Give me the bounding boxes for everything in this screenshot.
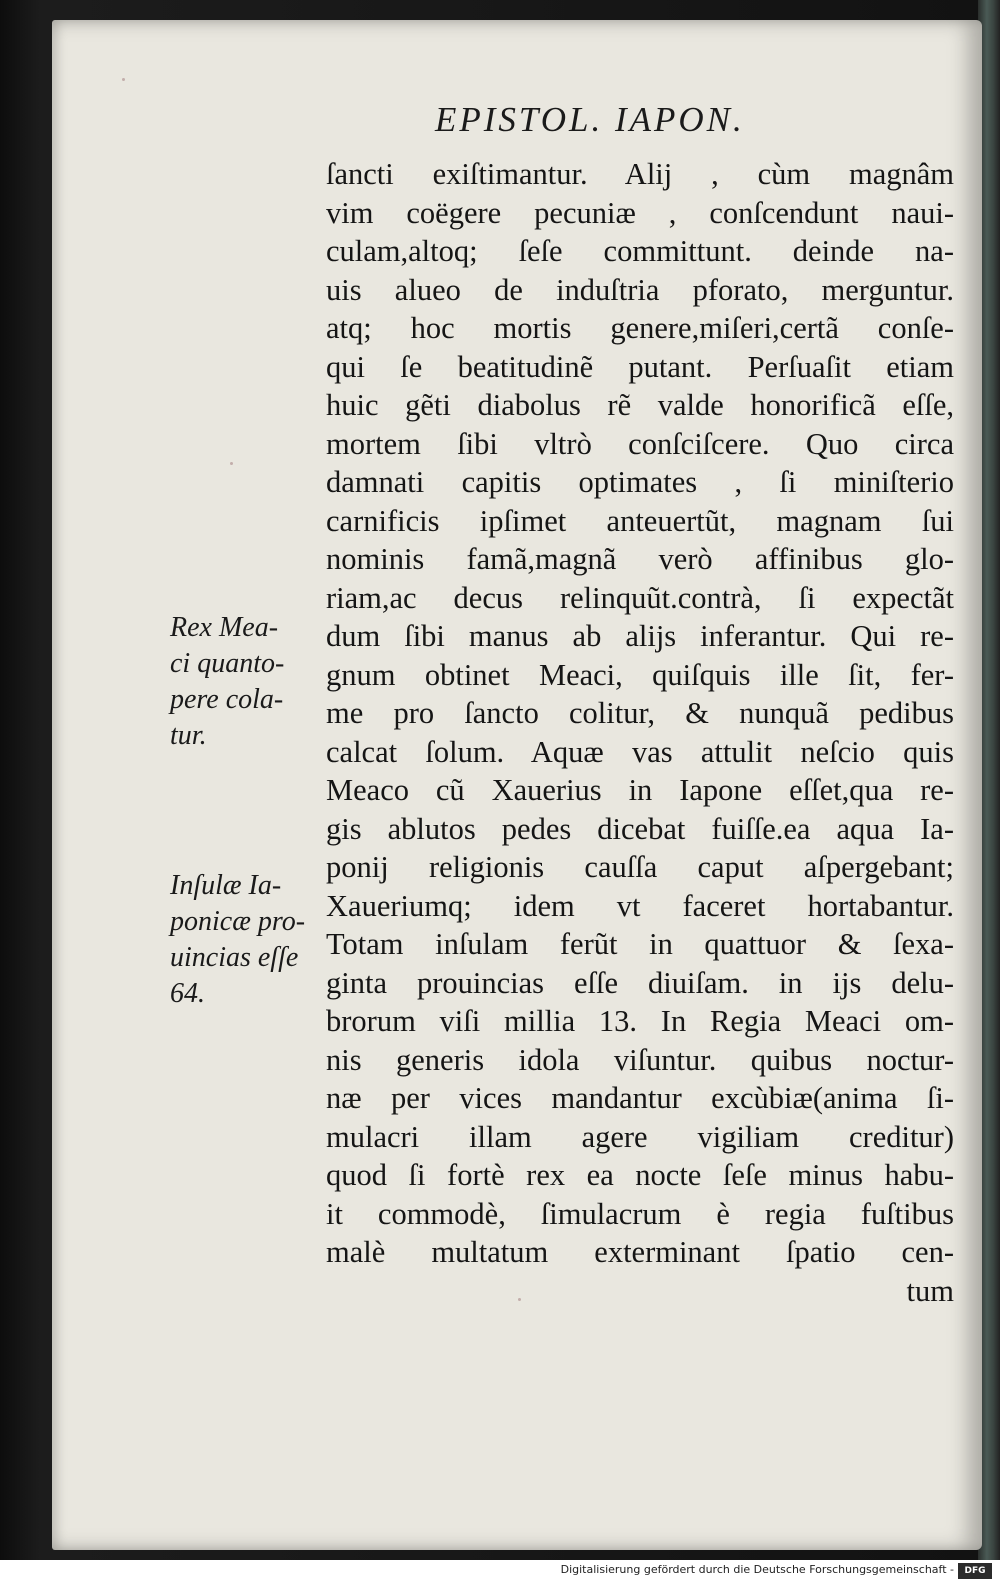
text-line: atq; hoc mortis genere,miſeri,certã conſe- [326, 311, 954, 345]
text-line: dum ſibi manus ab alijs inferantur. Qui re- [326, 619, 954, 653]
margin-note-provinces [170, 868, 320, 1012]
text-line: mortem ſibi vltrò conſciſcere. Quo circa [326, 426, 954, 461]
margin-note-line: uincias eſſe [170, 942, 299, 973]
text-line: quod ſi fortè rex ea nocte ſeſe minus habu- [326, 1158, 954, 1192]
margin-note-line: 64. [170, 978, 205, 1009]
text-line: næ per vices mandantur excùbiæ(anima ſi- [326, 1081, 954, 1115]
margin-note-line: pere cola- [170, 684, 284, 715]
running-head: EPISTOL. IAPON. [435, 100, 745, 139]
text-line: carnificis ipſimet anteuertũt, magnam ſui [326, 503, 954, 538]
paper-speck [122, 78, 125, 81]
paper-speck [230, 462, 233, 465]
text-line: brorum viſi millia 13. In Regia Meaci om- [326, 1004, 954, 1038]
text-line: culam,altoq; ſeſe committunt. deinde na- [326, 234, 954, 268]
text-line: malè multatum exterminant ſpatio cen- [326, 1235, 954, 1269]
text-line: Meaco cũ Xauerius in Iapone eſſet,qua re- [326, 773, 954, 807]
text-line: ginta prouincias eſſe diuiſam. in ijs delu- [326, 965, 954, 1000]
margin-note-line: Rex Mea- [170, 612, 279, 643]
text-line: qui ſe beatitudinẽ putant. Perſuaſit etiam [326, 349, 954, 384]
margin-note-line: ponicæ pro- [170, 906, 306, 937]
text-line: ſancti exiſtimantur. Alij , cùm magnâm [326, 157, 954, 191]
text-line: ponij religionis cauſſa caput aſpergebant; [326, 850, 954, 884]
text-line: huic gẽti diabolus rẽ valde honorificã eſſe, [326, 388, 954, 422]
margin-note-line: tur. [170, 720, 207, 751]
margin-note-line: Inſulæ Ia- [170, 870, 282, 901]
dfg-logo-icon: DFG [958, 1563, 992, 1579]
text-line: vim coëgere pecuniæ , conſcendunt naui- [326, 195, 954, 230]
text-line: riam,ac decus relinquũt.contrà, ſi expectãt [326, 580, 954, 615]
text-line: it commodè, ſimulacrum è regia fuſtibus [326, 1196, 954, 1231]
body-text [326, 155, 954, 1310]
text-line: gis ablutos pedes dicebat fuiſſe.ea aqua Ia- [326, 811, 954, 846]
text-line: damnati capitis optimates , ſi miniſterio [326, 465, 954, 499]
margin-note-line: ci quanto- [170, 648, 285, 679]
text-line: Xaueriumq; idem vt faceret hortabantur. [326, 888, 954, 923]
catchword: tum [906, 1273, 954, 1308]
text-line: nominis famã,magnã verò affinibus glo- [326, 542, 954, 576]
text-line: uis alueo de induſtria pforato, merguntur. [326, 272, 954, 307]
text-line: calcat ſolum. Aquæ vas attulit neſcio quis [326, 734, 954, 769]
text-line: nis generis idola viſuntur. quibus noctur- [326, 1042, 954, 1077]
margin-note-king-meaco [170, 610, 320, 754]
text-line: Totam inſulam ferũt in quattuor & ſexa- [326, 927, 954, 961]
text-line: mulacri illam agere vigiliam creditur) [326, 1119, 954, 1154]
text-line: me pro ſancto colitur, & nunquã pedibus [326, 696, 954, 730]
text-line: gnum obtinet Meaci, quiſquis ille ſit, fer- [326, 657, 954, 692]
funding-credit: Digitalisierung gefördert durch die Deutsche Forschungsgemeinschaft - [560, 1563, 954, 1576]
